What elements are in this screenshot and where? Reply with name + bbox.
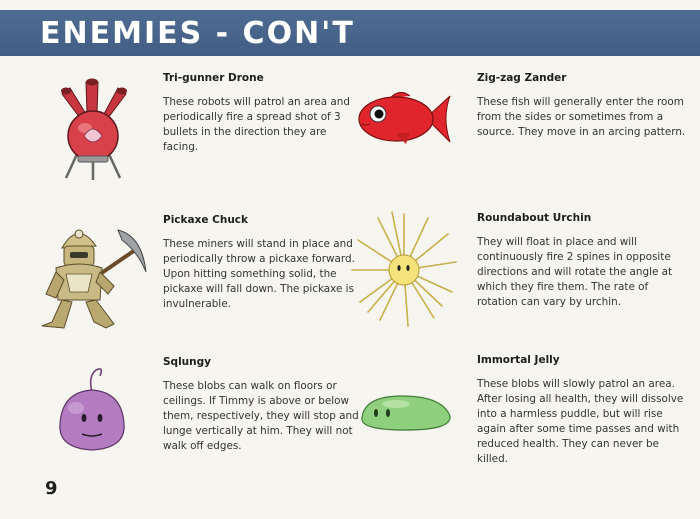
enemy-name: Roundabout Urchin bbox=[477, 212, 592, 224]
enemy-name: Immortal Jelly bbox=[477, 354, 560, 366]
enemy-description: These blobs will slowly patrol an area. After losing all health, they will dissolve into a harmless puddle, but will rise again after some time passes and with reduced health. They can never be killed. bbox=[477, 378, 684, 465]
enemy-name: Zig-zag Zander bbox=[477, 72, 567, 84]
enemy-description: They will float in place and will continuously fire 2 spines in opposite directions and will rotate the angle at which they fire them. The rate of rotation can vary by urchin. bbox=[477, 236, 673, 308]
enemy-name: Tri-gunner Drone bbox=[163, 72, 264, 84]
enemy-entry-zig-zag-zander bbox=[477, 72, 687, 140]
roundabout-urchin-icon bbox=[348, 208, 460, 330]
enemy-entry-immortal-jelly bbox=[477, 354, 692, 467]
enemy-entry-sqlungy bbox=[163, 356, 363, 454]
header-banner bbox=[0, 10, 700, 56]
enemy-description: These fish will generally enter the room from the sides or sometimes from a source. They move in an arcing pattern. bbox=[477, 96, 686, 138]
pickaxe-chuck-icon bbox=[34, 218, 154, 338]
enemy-description: These miners will stand in place and periodically throw a pickaxe forward. Upon hitting something solid, the pickaxe will fall down. The pickaxe is invulnerable. bbox=[163, 238, 355, 310]
enemy-description: These blobs can walk on floors or ceilings. If Timmy is above or below them, respectively, they will stop and lunge vertically at him. They will not walk off edges. bbox=[163, 380, 359, 452]
tri-gunner-drone-icon bbox=[52, 70, 134, 182]
immortal-jelly-icon bbox=[356, 390, 456, 436]
sqlungy-icon bbox=[52, 362, 132, 454]
enemy-name: Pickaxe Chuck bbox=[163, 214, 248, 226]
enemy-name: Sqlungy bbox=[163, 356, 211, 368]
page-number: 9 bbox=[45, 478, 58, 499]
enemy-description: These robots will patrol an area and periodically fire a spread shot of 3 bullets in the direction they are facing. bbox=[163, 96, 350, 153]
zig-zag-zander-icon bbox=[356, 88, 454, 150]
enemy-entry-roundabout-urchin bbox=[477, 212, 687, 310]
page-title: ENEMIES - CON'T bbox=[40, 16, 355, 51]
enemy-entry-tri-gunner-drone bbox=[163, 72, 363, 155]
enemy-entry-pickaxe-chuck bbox=[163, 214, 363, 312]
